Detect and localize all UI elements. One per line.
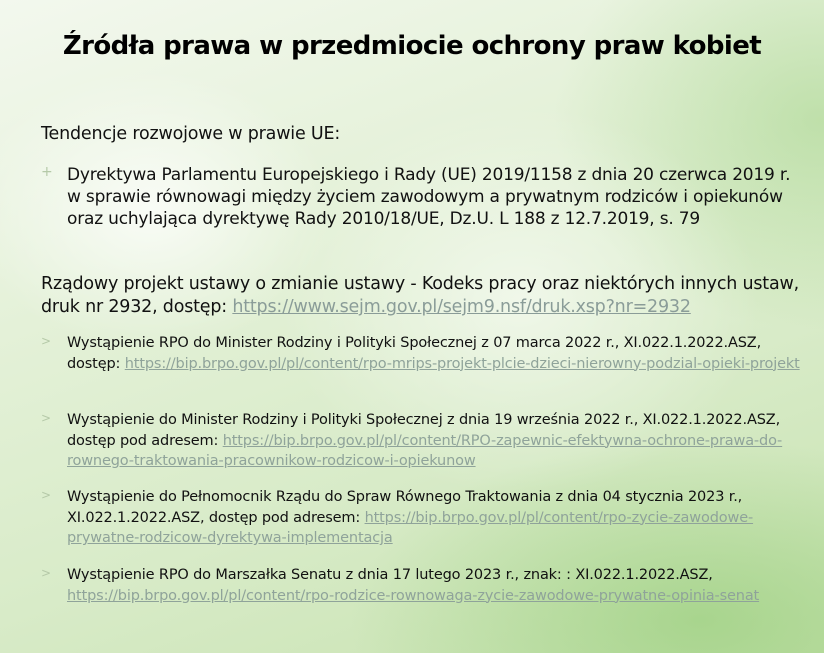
section-heading-eu: Tendencje rozwojowe w prawie UE: [41,124,341,144]
item-text: Wystąpienie do Minister Rodziny i Polityki Społecznej z dnia 19 września 2022 r., XI.022.1.2022.ASZ, dostęp pod adresem: [67,412,781,449]
chevron-bullet-icon: > [41,566,52,580]
bill-text: Rządowy projekt ustawy o zmianie ustawy - Kodeks pracy oraz niektórych innych ustaw, druk nr 2932, dostęp: [41,274,799,317]
list-item [41,487,801,549]
list-item [41,410,801,472]
chevron-bullet-icon: > [41,488,52,502]
plus-bullet-icon: + [41,164,53,180]
list-item [41,333,801,374]
item-link[interactable]: https://bip.brpo.gov.pl/pl/content/rpo-mrips-projekt-plcie-dzieci-nierowny-podzial-opieki-projekt [124,355,800,372]
list-item [41,565,801,606]
directive-text: Dyrektywa Parlamentu Europejskiego i Rady (UE) 2019/1158 z dnia 20 czerwca 2019 r. w sprawie równowagi między życiem zawodowym a prywatnym rodziców i opiekunów oraz uchylająca dyrektywę Rady 2010/18/UE, Dz.U. L 188 z 12.7.2019, s. 79 [67,165,791,229]
item-text: Wystąpienie RPO do Marszałka Senatu z dnia 17 lutego 2023 r., znak: : XI.022.1.2022.ASZ, [67,567,713,583]
section-government-bill [41,273,801,319]
item-link[interactable]: https://bip.brpo.gov.pl/pl/content/rpo-zycie-zawodowe-prywatne-rodzicow-dyrektywa-implementacja [67,509,754,546]
list-item-directive [41,164,801,230]
slide-title: Źródła prawa w przedmiocie ochrony praw kobiet [62,31,762,61]
chevron-bullet-icon: > [41,334,52,348]
item-text: Wystąpienie do Pełnomocnik Rządu do Spraw Równego Traktowania z dnia 04 stycznia 2023 r., XI.022.1.2022.ASZ, dostęp pod adresem: [67,489,743,526]
item-text: Wystąpienie RPO do Minister Rodziny i Polityki Społecznej z 07 marca 2022 r., XI.022.1.2022.ASZ, dostęp: [67,335,762,372]
item-link[interactable]: https://bip.brpo.gov.pl/pl/content/rpo-rodzice-rownowaga-zycie-zawodowe-prywatne-opinia-senat [67,587,760,604]
chevron-bullet-icon: > [41,411,52,425]
bill-link[interactable]: https://www.sejm.gov.pl/sejm9.nsf/druk.xsp?nr=2932 [232,297,691,317]
item-link[interactable]: https://bip.brpo.gov.pl/pl/content/RPO-zapewnic-efektywna-ochrone-prawa-do-rownego-traktowania-pracownikow-rodzicow-i-opiekunow [67,432,783,469]
